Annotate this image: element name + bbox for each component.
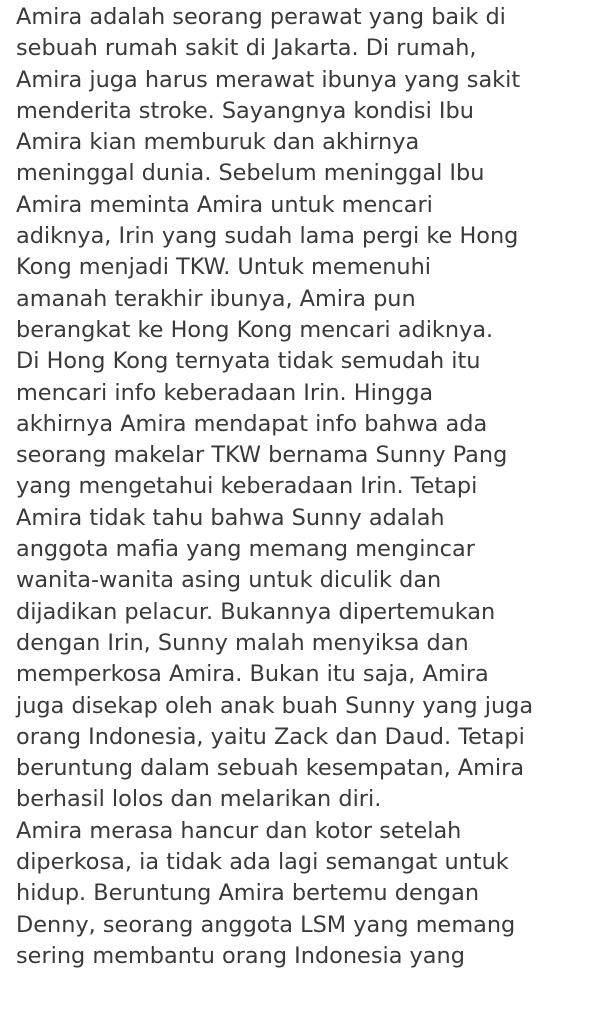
text-line-26: berhasil lolos dan melarikan diri. bbox=[16, 786, 382, 813]
text-line-13: mencari info keberadaan Irin. Hingga bbox=[16, 379, 434, 406]
text-line-25: beruntung dalam sebuah kesempatan, Amira bbox=[16, 755, 525, 782]
text-line-7: Amira meminta Amira untuk mencari bbox=[16, 191, 433, 218]
text-line-4: menderita stroke. Sayangnya kondisi Ibu bbox=[16, 97, 474, 124]
text-line-6: meninggal dunia. Sebelum meninggal Ibu bbox=[16, 160, 485, 187]
text-line-28: diperkosa, ia tidak ada lagi semangat untuk bbox=[16, 849, 509, 876]
text-line-24: orang Indonesia, yaitu Zack dan Daud. Tetapi bbox=[16, 723, 525, 750]
text-line-31: sering membantu orang Indonesia yang bbox=[16, 942, 465, 969]
text-line-19: wanita-wanita asing untuk diculik dan bbox=[16, 567, 442, 594]
text-line-5: Amira kian memburuk dan akhirnya bbox=[16, 129, 420, 156]
text-line-21: dengan Irin, Sunny malah menyiksa dan bbox=[16, 629, 469, 656]
text-line-30: Denny, seorang anggota LSM yang memang bbox=[16, 911, 516, 938]
text-line-1: Amira adalah seorang perawat yang baik di bbox=[16, 4, 506, 30]
story-text-block bbox=[16, 2, 606, 972]
text-line-29: hidup. Beruntung Amira bertemu dengan bbox=[16, 880, 480, 907]
text-line-9: Kong menjadi TKW. Untuk memenuhi bbox=[16, 254, 432, 281]
text-line-20: dijadikan pelacur. Bukannya dipertemukan bbox=[16, 598, 496, 625]
text-line-17: Amira tidak tahu bahwa Sunny adalah bbox=[16, 504, 445, 531]
text-line-18: anggota mafia yang memang mengincar bbox=[16, 536, 475, 563]
text-line-23: juga disekap oleh anak buah Sunny yang juga bbox=[16, 692, 534, 719]
text-line-3: Amira juga harus merawat ibunya yang sakit bbox=[16, 66, 521, 93]
text-line-10: amanah terakhir ibunya, Amira pun bbox=[16, 285, 416, 312]
text-line-2: sebuah rumah sakit di Jakarta. Di rumah, bbox=[16, 35, 477, 62]
text-line-11: berangkat ke Hong Kong mencari adiknya. bbox=[16, 316, 494, 343]
text-line-15: seorang makelar TKW bernama Sunny Pang bbox=[16, 442, 508, 469]
text-line-27: Amira merasa hancur dan kotor setelah bbox=[16, 817, 462, 844]
text-line-22: memperkosa Amira. Bukan itu saja, Amira bbox=[16, 661, 489, 688]
text-line-14: akhirnya Amira mendapat info bahwa ada bbox=[16, 410, 488, 437]
text-line-8: adiknya, Irin yang sudah lama pergi ke Hong bbox=[16, 223, 519, 250]
text-line-12: Di Hong Kong ternyata tidak semudah itu bbox=[16, 348, 481, 375]
text-line-16: yang mengetahui keberadaan Irin. Tetapi bbox=[16, 473, 478, 500]
